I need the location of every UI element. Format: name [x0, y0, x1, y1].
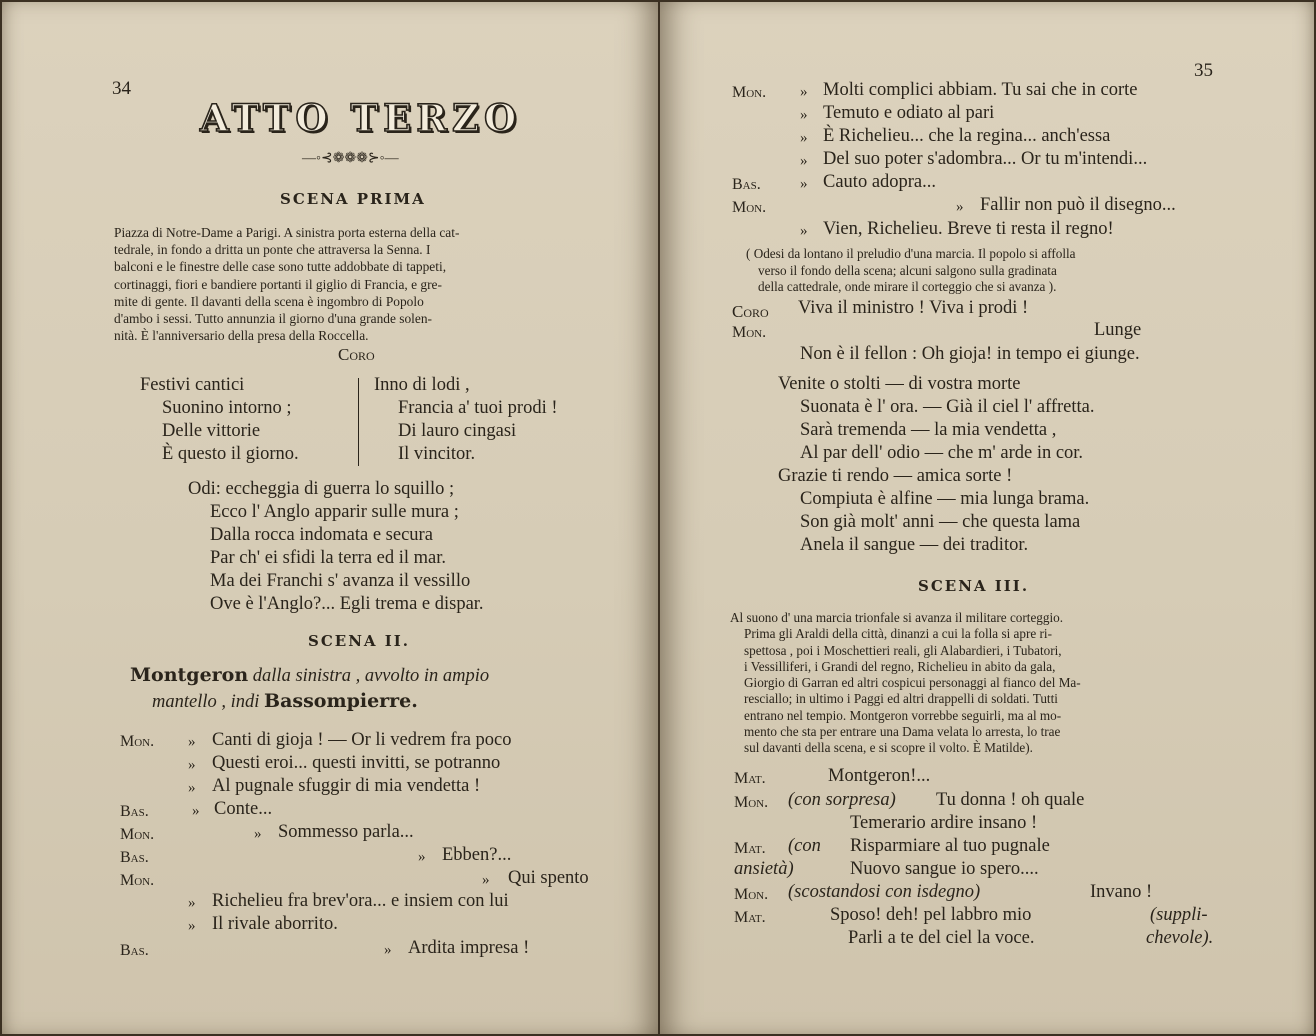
speaker: Mon.: [732, 84, 767, 101]
speaker: Mon.: [732, 199, 767, 216]
verse-line: Ecco l' Anglo apparir sulle mura ;: [210, 502, 459, 522]
dialogue-line: Lunge: [1094, 320, 1142, 340]
scene-description: [114, 224, 459, 344]
desc-line: mite di gente. Il davanti della scena è ingombro di Popolo: [114, 293, 424, 309]
verse-line: È questo il giorno.: [162, 444, 299, 464]
desc-line: della cattedrale, onde mirare il corteggio che si avanza ).: [758, 279, 1057, 294]
verse-line: Francia a' tuoi prodi !: [398, 398, 558, 418]
speaker: Mon.: [120, 872, 155, 889]
speaker: Bas.: [120, 849, 149, 866]
speaker: Mon.: [734, 886, 769, 903]
speaker: Bas.: [120, 803, 149, 820]
verse-line: Il vincitor.: [398, 444, 476, 464]
dialogue-line: Parli a te del ciel la voce.: [848, 928, 1035, 948]
dialogue-line: Tu donna ! oh quale: [936, 790, 1085, 810]
dialogue-line: Qui spento: [508, 868, 589, 888]
speaker: Mon.: [120, 733, 155, 750]
speaker: Mat.: [734, 909, 766, 926]
dialogue-line: Questi eroi... questi invitti, se potranno: [212, 753, 501, 773]
stage-direction: mantello , indi: [152, 692, 265, 712]
speaker: Bas.: [120, 942, 149, 959]
dialogue-line: Invano !: [1090, 882, 1153, 902]
desc-line: Giorgio di Garran ed altri cospicui personaggi al fianco del Ma-: [744, 675, 1081, 691]
dialogue-line: Fallir non può il disegno...: [980, 195, 1176, 215]
desc-line: Piazza di Notre-Dame a Parigi. A sinistra porta esterna della cat-: [114, 225, 460, 240]
verse-line: Suonata è l' ora. — Già il ciel l' affretta.: [800, 397, 1095, 417]
verse-line: Delle vittorie: [162, 421, 261, 441]
chorus-label: Coro: [338, 345, 375, 364]
verse-line: Suonino intorno ;: [162, 398, 292, 418]
speaker: Bas.: [732, 176, 761, 193]
verse-line: Inno di lodi ,: [374, 375, 470, 395]
dialogue-line: È Richelieu... che la regina... anch'essa: [823, 126, 1111, 146]
dialogue-line: Sommesso parla...: [278, 822, 414, 842]
character-entry: [130, 664, 489, 687]
verse-line: Sarà tremenda — la mia vendetta ,: [800, 420, 1057, 440]
verse-line: Ove è l'Anglo?... Egli trema e dispar.: [210, 594, 484, 614]
verse-line: Par ch' ei sfidi la terra ed il mar.: [210, 548, 447, 568]
quote-mark: »: [800, 84, 808, 100]
scene-description: [730, 610, 1081, 757]
column-divider: [358, 378, 359, 466]
desc-line: nità. È l'anniversario della presa della Roccella.: [114, 328, 369, 344]
speaker: Mon.: [734, 794, 769, 811]
desc-line: balconi e le finestre delle case sono tutte addobbate di tappeti,: [114, 259, 447, 275]
quote-mark: »: [800, 107, 808, 123]
quote-mark: »: [188, 734, 196, 750]
verse-line: Odi: eccheggia di guerra lo squillo ;: [188, 479, 455, 499]
quote-mark: »: [188, 757, 196, 773]
page-number: 34: [112, 78, 131, 99]
dialogue-line: Molti complici abbiam. Tu sai che in corte: [823, 80, 1138, 100]
dialogue-line: Non è il fellon : Oh gioja! in tempo ei giunge.: [800, 344, 1140, 364]
dialogue-line: Richelieu fra brev'ora... e insiem con lui: [212, 891, 509, 911]
character-entry: [152, 690, 418, 713]
verse-line: Son già molt' anni — che questa lama: [800, 512, 1081, 532]
stage-direction: dalla sinistra , avvolto in ampio: [248, 666, 490, 686]
left-page: [2, 2, 658, 1034]
dialogue-line: Nuovo sangue io spero....: [850, 859, 1039, 879]
speaker: Mon.: [732, 324, 767, 341]
quote-mark: »: [188, 780, 196, 796]
desc-line: tedrale, in fondo a dritta un ponte che attraversa la Senna. I: [114, 242, 431, 258]
dialogue-line: Temerario ardire insano !: [850, 813, 1038, 833]
quote-mark: »: [800, 223, 808, 239]
chorus-verse: [188, 478, 484, 616]
verse-line: Dalla rocca indomata e secura: [210, 525, 433, 545]
quote-mark: »: [800, 176, 808, 192]
dialogue-line: Montgeron!...: [828, 766, 931, 786]
dialogue-line: Cauto adopra...: [823, 172, 937, 192]
quote-mark: »: [188, 895, 196, 911]
dialogue-line: Viva il ministro ! Viva i prodi !: [798, 298, 1029, 318]
verse-line: Grazie ti rendo — amica sorte !: [778, 466, 1013, 486]
character-name: Bassompierre.: [264, 690, 418, 712]
dialogue-line: Il rivale aborrito.: [212, 914, 338, 934]
scene-title: SCENA PRIMA: [280, 190, 426, 208]
dialogue-line: Risparmiare al tuo pugnale: [850, 836, 1050, 856]
stage-direction: (con: [788, 836, 821, 856]
ornament-divider: —◦⊰❁❁❁⊱◦—: [302, 151, 399, 166]
monologue-verse: [778, 373, 1095, 557]
quote-mark: »: [482, 872, 490, 888]
speaker: Mon.: [120, 826, 155, 843]
dialogue-line: Conte...: [214, 799, 273, 819]
verse-line: Ma dei Franchi s' avanza il vessillo: [210, 571, 471, 591]
dialogue-line: Canti di gioja ! — Or li vedrem fra poco: [212, 730, 512, 750]
desc-line: Al suono d' una marcia trionfale si avanza il militare corteggio.: [730, 610, 1064, 625]
quote-mark: »: [384, 942, 392, 958]
desc-line: Prima gli Araldi della città, dinanzi a cui la folla si apre ri-: [744, 626, 1052, 642]
stage-direction: (con sorpresa): [788, 790, 896, 810]
stage-direction: (scostandosi con isdegno): [788, 882, 981, 902]
quote-mark: »: [800, 153, 808, 169]
verse-line: Festivi cantici: [140, 375, 245, 395]
dialogue-line: Al pugnale sfuggir di mia vendetta !: [212, 776, 481, 796]
character-name: Montgeron: [130, 664, 249, 686]
desc-line: sul davanti della scena, e si scopre il volto. È Matilde).: [744, 740, 1033, 756]
desc-line: d'ambo i sessi. Tutto annunzia il giorno d'una grande solen-: [114, 311, 432, 327]
desc-line: resciallo; in ultimo i Paggi ed altri drappelli di soldati. Tutti: [744, 691, 1058, 707]
dialogue-line: Sposo! deh! pel labbro mio: [830, 905, 1032, 925]
stage-direction: (suppli-: [1150, 905, 1208, 925]
scene-title: SCENA III.: [918, 577, 1030, 595]
desc-line: i Vessilliferi, i Grandi del regno, Richelieu in abito da gala,: [744, 658, 1056, 674]
speaker: Coro: [732, 302, 769, 321]
desc-line: verso il fondo della scena; alcuni salgono sulla gradinata: [758, 262, 1057, 278]
verse-line: Di lauro cingasi: [398, 421, 517, 441]
dialogue-line: Del suo poter s'adombra... Or tu m'intendi...: [823, 149, 1148, 169]
speaker: Mat.: [734, 770, 766, 787]
speaker: Mat.: [734, 840, 766, 857]
quote-mark: »: [956, 199, 964, 215]
quote-mark: »: [800, 130, 808, 146]
desc-line: mento che sta per entrare una Dama velata lo arresta, lo trae: [744, 724, 1061, 740]
stage-direction: chevole).: [1146, 928, 1214, 948]
quote-mark: »: [192, 803, 200, 819]
quote-mark: »: [188, 918, 196, 934]
desc-line: spettosa , poi i Moschettieri reali, gli Alabardieri, i Tubatori,: [744, 642, 1062, 658]
stage-direction-block: [746, 246, 1076, 296]
quote-mark: »: [254, 826, 262, 842]
stage-direction: ansietà): [734, 859, 794, 879]
chorus-column-2: [374, 374, 558, 466]
page-number: 35: [1194, 60, 1213, 81]
act-title: ATTO TERZO: [200, 96, 522, 140]
desc-line: entrano nel tempio. Montgeron vorrebbe seguirli, ma al mo-: [744, 707, 1062, 723]
verse-line: Compiuta è alfine — mia lunga brama.: [800, 489, 1090, 509]
dialogue-line: Vien, Richelieu. Breve ti resta il regno!: [823, 219, 1114, 239]
dialogue-line: Ebben?...: [442, 845, 512, 865]
dialogue-line: Ardita impresa !: [408, 938, 530, 958]
quote-mark: »: [418, 849, 426, 865]
desc-line: cortinaggi, fiori e bandiere portanti il giglio di Francia, e gre-: [114, 276, 442, 292]
right-page: [660, 2, 1314, 1034]
desc-line: ( Odesi da lontano il preludio d'una marcia. Il popolo si affolla: [746, 246, 1076, 261]
chorus-column-1: [140, 374, 299, 466]
scene-title: SCENA II.: [308, 632, 411, 650]
verse-line: Anela il sangue — dei traditor.: [800, 535, 1029, 555]
verse-line: Al par dell' odio — che m' arde in cor.: [800, 443, 1084, 463]
dialogue-line: Temuto e odiato al pari: [823, 103, 995, 123]
verse-line: Venite o stolti — di vostra morte: [778, 374, 1021, 394]
